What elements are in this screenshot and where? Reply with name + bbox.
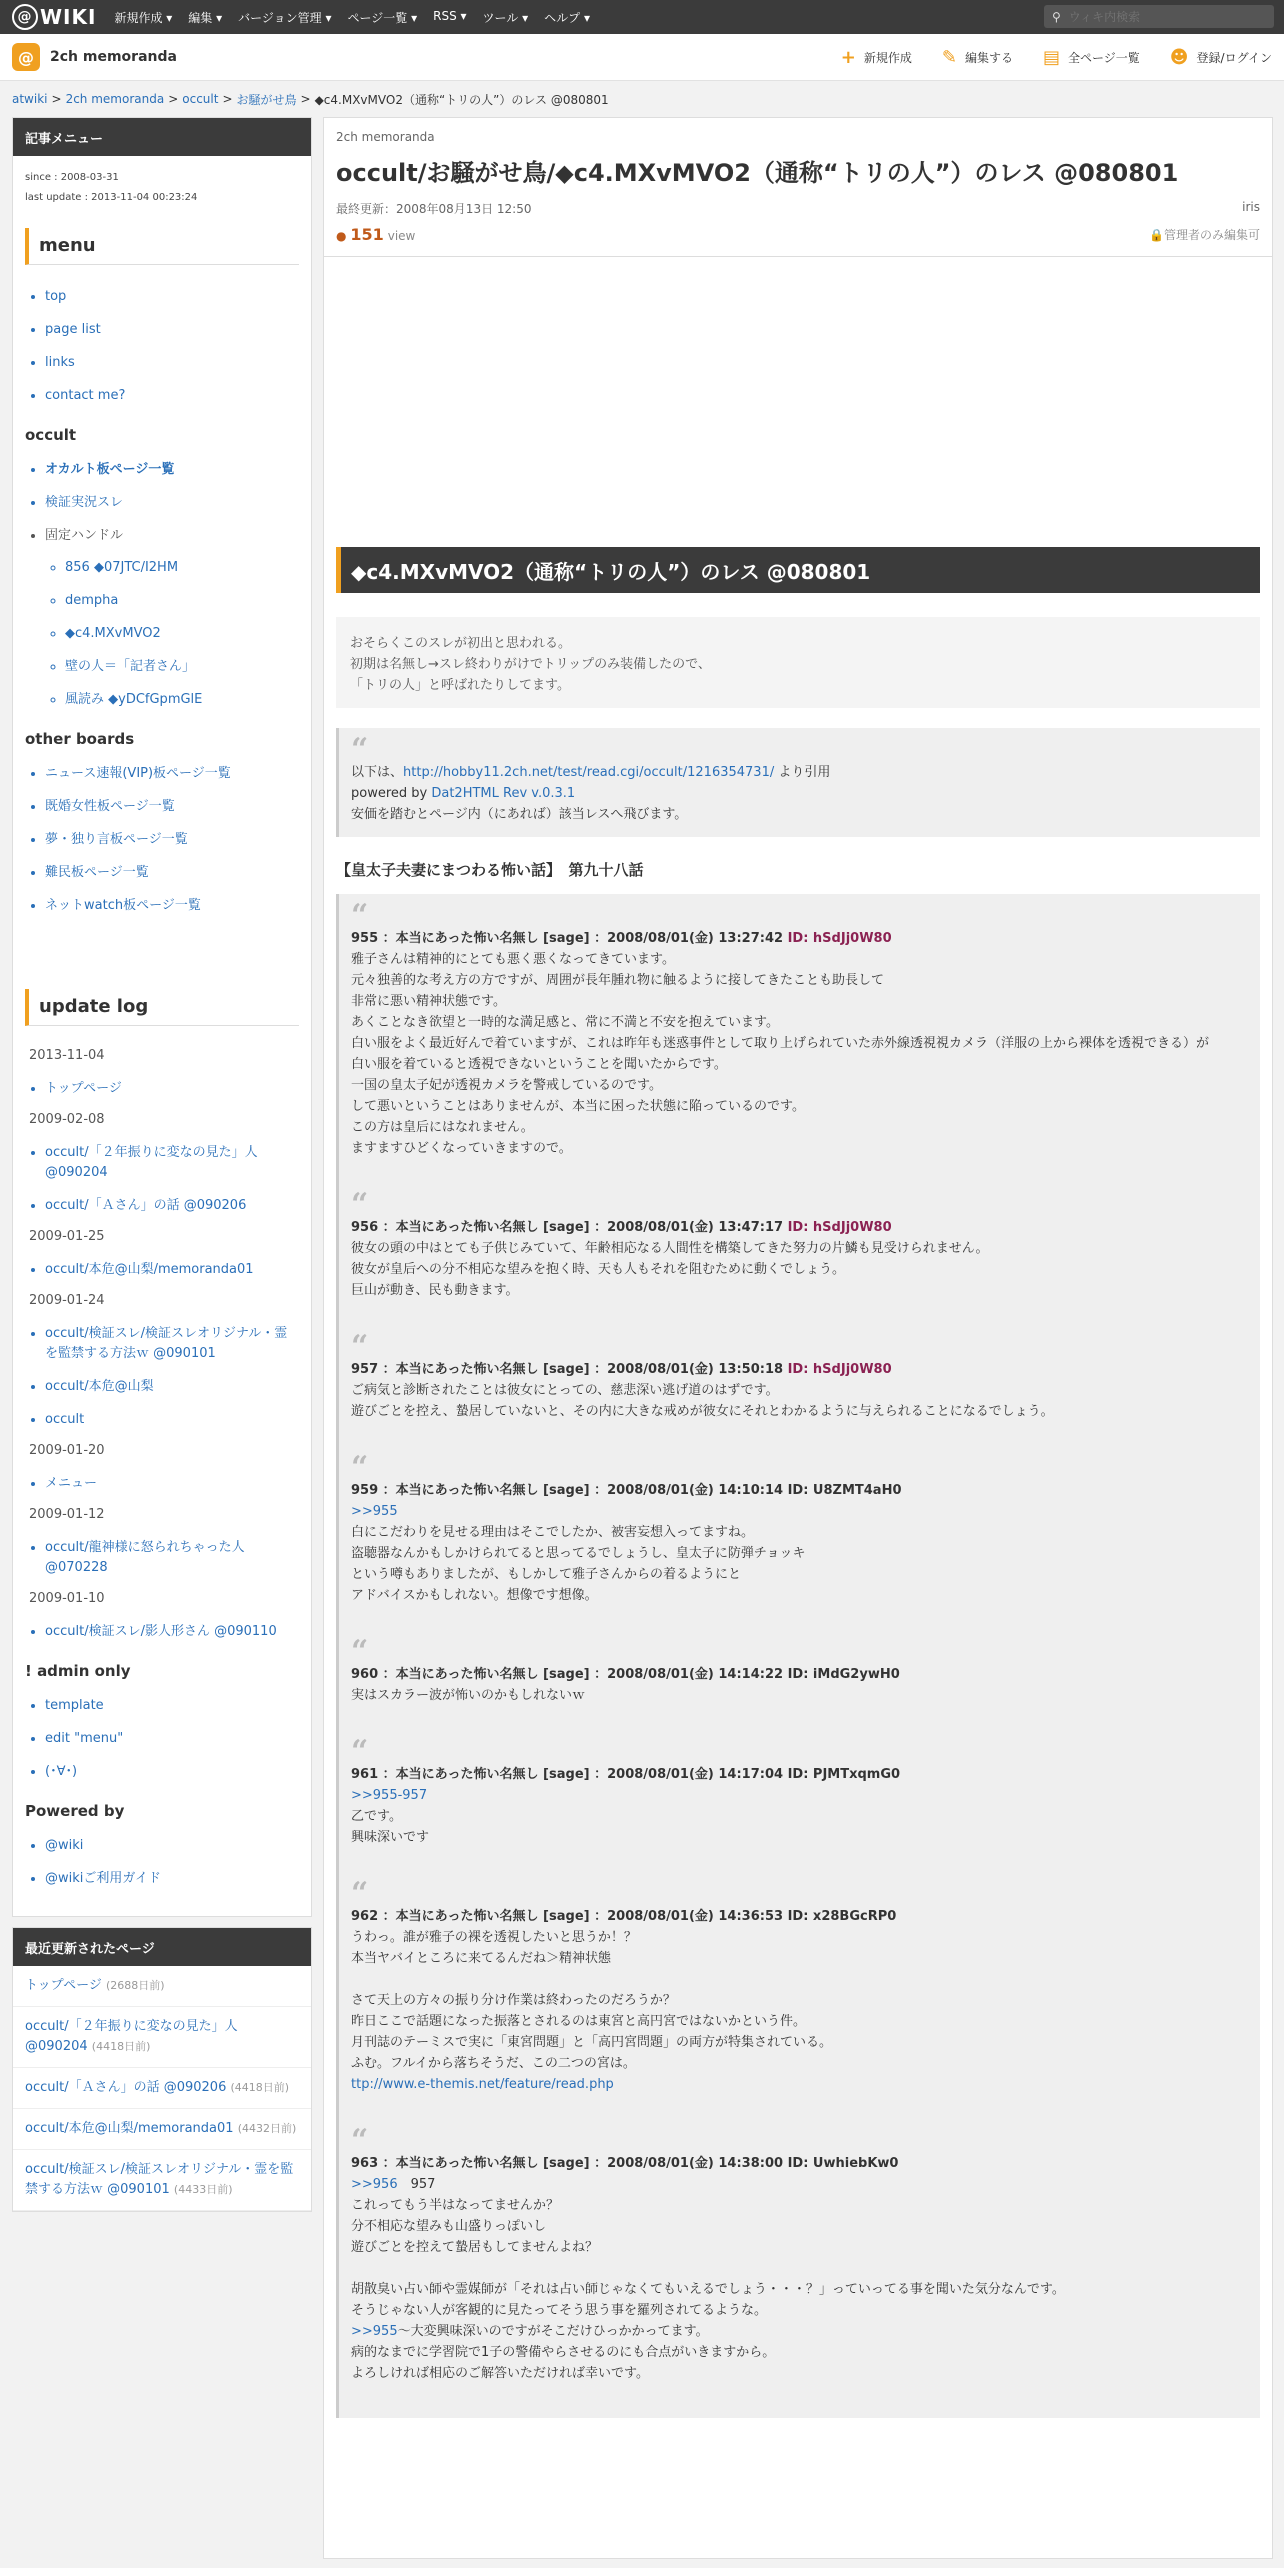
update-date: 2009-01-25 (29, 1229, 105, 1244)
menu-title: menu (25, 228, 299, 265)
update-date: 2009-01-20 (29, 1443, 105, 1458)
update-item[interactable]: • occult/「Ａさん」の話 @090206 (45, 1196, 299, 1216)
update-item[interactable]: • occult/本危@山梨 (45, 1377, 299, 1397)
board-netwatch[interactable]: • ネットwatch板ページ一覧 (45, 896, 299, 916)
update-item[interactable]: • occult/龍神様に怒られちゃった人 @070228 (45, 1538, 299, 1578)
quote-icon: “ (351, 2123, 369, 2158)
view-icon: ● (336, 229, 347, 243)
fixed-handles: • 固定ハンドル ◦ 856 ◆07JTC/I2HM ◦ dempha ◦ ◆c4.MXvMVO2 ◦ 壁の人＝「記者さん」 ◦ 風読み ◆yDCfGpmGlE (45, 526, 299, 710)
dat2html-link[interactable]: Dat2HTML Rev v.0.3.1 (431, 786, 576, 801)
plus-icon: + (840, 46, 856, 68)
lock-icon: 🔒 (1149, 228, 1164, 242)
update-item[interactable]: • occult/検証スレ/影人形さん @090110 (45, 1622, 299, 1642)
thread-subheading: 【皇太子夫妻にまつわる怖い話】 第九十八話 (336, 861, 644, 879)
occult-title: occult (25, 426, 77, 444)
update-item[interactable]: • occult (45, 1410, 299, 1430)
menu-item-top[interactable]: • top (45, 287, 299, 307)
pencil-icon: ✎ (941, 46, 957, 68)
since-date: since : 2008-03-31 (25, 172, 119, 183)
update-item[interactable]: • occult/検証スレ/検証スレオリジナル・霊を監禁する方法ｗ @090101 (45, 1324, 299, 1364)
board-dream[interactable]: • 夢・独り言板ページ一覧 (45, 830, 299, 850)
quote-icon: “ (351, 898, 369, 933)
document-icon: ▤ (1043, 46, 1061, 68)
post-962: “ 962 ：本当にあった怖い名無し [sage] ：2008/08/01(金) 14:36:53 ID: x28BGcRP0 うわっ。誰が雅子の裸を透視したいと思うか！？ 本当ヤバイところに来てるんだね＞精神状態 さて天上の方々の振り分け作業は終わったのだろうか？ 昨日ここで話題になった振落とされるのは東宮と高円宮ではないかという件。 月刊誌のテーミスで実に「東宮問題」と「高円宮問題」の両方が特集されている。 ふむ。フルイから落ちそうだ、この二つの宮は。 ttp://www.e-themis.net/feature/read.php (351, 1882, 1248, 2129)
menu-version[interactable]: バージョン管理 ▾ (238, 10, 332, 25)
main-site-name: 2ch memoranda (336, 130, 435, 144)
update-date: 2009-02-08 (29, 1112, 105, 1127)
search-icon[interactable]: ⚲ (1052, 9, 1061, 24)
menu-pages[interactable]: ページ一覧 ▾ (347, 10, 418, 25)
external-url-link[interactable]: ttp://www.e-themis.net/feature/read.php (351, 2077, 614, 2092)
menu-item-links[interactable]: • links (45, 353, 299, 373)
breadcrumb-occult[interactable]: occult (182, 92, 219, 106)
view-counter: ● 151 view (336, 225, 416, 244)
powered-title: Powered by (25, 1802, 125, 1820)
powered-atwiki[interactable]: • @wiki (45, 1836, 299, 1856)
powered-guide[interactable]: • @wikiご利用ガイド (45, 1869, 299, 1889)
login-link[interactable]: ☻ 登録/ログイン (1169, 46, 1272, 68)
section-heading: ◆c4.MXvMVO2（通称“トリの人”）のレス @080801 (336, 547, 1260, 593)
recent-pages-header: 最近更新されたページ (13, 1928, 311, 1966)
admin-title: ! admin only (25, 1662, 131, 1680)
breadcrumb-current: ◆c4.MXvMVO2（通称“トリの人”）のレス @080801 (314, 92, 609, 107)
menu-item-page-list[interactable]: • page list (45, 320, 299, 340)
handle-c4[interactable]: ◦ ◆c4.MXvMVO2 (65, 624, 299, 644)
board-refugee[interactable]: • 難民板ページ一覧 (45, 863, 299, 883)
main-content (323, 117, 1273, 2559)
board-married[interactable]: • 既婚女性板ページ一覧 (45, 797, 299, 817)
atwiki-logo[interactable]: @ WIKI (12, 4, 96, 30)
breadcrumb-atwiki[interactable]: atwiki (12, 92, 48, 106)
at-icon: @ (12, 4, 38, 30)
post-960: “ 960 ：本当にあった怖い名無し [sage] ：2008/08/01(金) 14:14:22 ID: iMdG2ywH0 実はスカラー波が怖いのかもしれないｗ (351, 1640, 1248, 1740)
recent-pages (12, 1927, 312, 2212)
menu-new[interactable]: 新規作成 ▾ (114, 10, 173, 25)
admin-template[interactable]: • template (45, 1696, 299, 1716)
quote-icon: “ (351, 1734, 369, 1769)
handle-wind[interactable]: ◦ 風読み ◆yDCfGpmGlE (65, 690, 299, 710)
breadcrumb-bird[interactable]: お騒がせ鳥 (236, 92, 297, 107)
verification-thread[interactable]: • 検証実況スレ (45, 493, 299, 513)
intro-box: おそらくこのスレが初出と思われる。 初期は名無し→スレ終わりがけでトリップのみ装備したので、 「トリの人」と呼ばれたりしてます。 (336, 617, 1260, 708)
anchor-link[interactable]: >>955 (351, 2324, 398, 2339)
quote-icon: “ (351, 1634, 369, 1669)
update-item[interactable]: • メニュー (45, 1474, 299, 1494)
ad-space (324, 256, 1272, 547)
recent-item[interactable]: occult/「Ａさん」の話 @090206 (4418日前) (13, 2068, 311, 2109)
breadcrumb: atwiki > 2ch memoranda > occult > お騒がせ鳥 > ◆c4.MXvMVO2（通称“トリの人”）のレス @080801 (12, 92, 609, 107)
top-menu (106, 9, 598, 26)
update-date: 2009-01-12 (29, 1507, 105, 1522)
sidebar (12, 117, 312, 2222)
menu-edit[interactable]: 編集 ▾ (188, 10, 223, 25)
handle-856[interactable]: ◦ 856 ◆07JTC/I2HM (65, 558, 299, 578)
post-955: “ 955 ：本当にあった怖い名無し [sage] ：2008/08/01(金) 13:27:42 ID: hSdJj0W80 雅子さんは精神的にとても悪く悪くなってきています。 元々独善的な考え方の方ですが、周囲が長年腫れ物に触るように接してきたことも助長して 非常に悪い精神状態です。 あくことなき欲望と一時的な満足感と、常に不満と不安を抱えています。 白い服をよく最近好んで着ていますが、これは昨年も迷惑事件として取り上げられていた赤外線透視視カメラ（洋服の上から裸体を透視できる）が 白い服を着ていると透視できないということを聞いたからです。 一国の皇太子妃が透視カメラを警戒しているのです。 して悪いということはありませんが、本当に困った状態に陥っているのです。 この方は皇后にはなれません。 ますますひどくなっていきますので。 (351, 904, 1248, 1193)
all-pages-link[interactable]: ▤ 全ページ一覧 (1043, 46, 1140, 68)
site-icon[interactable]: @ (12, 43, 40, 71)
quote-icon: “ (351, 732, 369, 767)
menu-item-contact[interactable]: • contact me? (45, 386, 299, 406)
user-add-icon: ☻ (1169, 46, 1189, 68)
recent-item[interactable]: トップページ (2688日前) (13, 1966, 311, 2007)
anchor-link[interactable]: >>955 (351, 1504, 398, 1519)
source-quote: “ 以下は、http://hobby11.2ch.net/test/read.cgi/occult/1216354731/ より引用 powered by Dat2HTML Rev v.0.3.1 安価を踏むとページ内（にあれば）該当レスへ飛びます。 (336, 728, 1260, 837)
admin-face[interactable]: • (･∀･) (45, 1762, 299, 1782)
update-item[interactable]: • トップページ (45, 1079, 299, 1099)
post-963: “ 963 ：本当にあった怖い名無し [sage] ：2008/08/01(金) 14:38:00 ID: UwhiebKw0 >>956 957 これってもう半はなってませんか？ 分不相応な望みも山盛りっぽいし 遊びごとを控えて蟄居もしてませんよね？ 胡散臭い占い師や霊媒師が「それは占い師じゃなくてもいえるでしょう・・・？」っていってる事を聞いた気分なんです。 そうじゃない人が客観的に見たってそう思う事を羅列されてるような。 >>955〜大変興味深いのですがそこだけひっかかってます。 病的なまでに学習院で1子の警備やらさせるのにも合点がいきますから。 よろしければ相応のご解答いただければ幸いです。 (351, 2129, 1248, 2418)
admin-edit-menu[interactable]: • edit "menu" (45, 1729, 299, 1749)
page-title: occult/お騒がせ鳥/◆c4.MXvMVO2（通称“トリの人”）のレス @080801 (336, 159, 1179, 187)
quote-icon: “ (351, 1876, 369, 1911)
header-links (841, 34, 1272, 80)
author[interactable]: iris (1242, 200, 1260, 214)
update-date: 2009-01-24 (29, 1293, 105, 1308)
recent-item[interactable]: occult/検証スレ/検証スレオリジナル・霊を監禁する方法ｗ @090101 (4433日前) (13, 2150, 311, 2211)
occult-page-list[interactable]: • オカルト板ページ一覧 (45, 460, 299, 480)
site-name[interactable]: 2ch memoranda (50, 49, 177, 65)
update-item[interactable]: • occult/「２年振りに変なの見た」人 @090204 (45, 1143, 299, 1183)
other-boards-title: other boards (25, 730, 135, 748)
admin-edit-only: 🔒管理者のみ編集可 (1149, 228, 1260, 242)
site-header (0, 34, 1284, 81)
update-log-title: update log (25, 989, 299, 1026)
quote-icon: “ (351, 1329, 369, 1364)
menu-rss[interactable]: RSS ▾ (433, 8, 467, 23)
article-menu (12, 117, 312, 1917)
article-menu-header: 記事メニュー (13, 118, 311, 156)
breadcrumb-site[interactable]: 2ch memoranda (65, 92, 165, 106)
menu-help[interactable]: ヘルプ ▾ (544, 10, 590, 25)
top-bar (0, 0, 1284, 34)
post-956: “ 956 ：本当にあった怖い名無し [sage] ：2008/08/01(金) 13:47:17 ID: hSdJj0W80 彼女の頭の中はとても子供じみていて、年齢相応なる人間性を構築してきた努力の片鱗も見受けられません。 彼女が皇后への分不相応な望みを抱く時、天も人もそれを阻むために動くでしょう。 巨山が動き、民も動きます。 (351, 1193, 1248, 1335)
update-item[interactable]: • occult/本危@山梨/memoranda01 (45, 1260, 299, 1280)
menu-tools[interactable]: ツール ▾ (482, 10, 529, 25)
anchor-link[interactable]: >>956 (351, 2177, 398, 2192)
new-page-link[interactable]: + 新規作成 (840, 46, 912, 68)
update-date: 2009-01-10 (29, 1591, 105, 1606)
search-input[interactable] (1067, 9, 1261, 25)
recent-item[interactable]: occult/本危@山梨/memoranda01 (4432日前) (13, 2109, 311, 2150)
post-959: “ 959 ：本当にあった怖い名無し [sage] ：2008/08/01(金) 14:10:14 ID: U8ZMT4aH0 >>955 白にこだわりを見せる理由はそこでしたか、被害妄想入ってますね。 盗聴器なんかもしかけられてると思ってるでしょうし、皇太子に防弾チョッキ という噂もありましたが、もしかして雅子さんからの着るようにと アドバイスかもしれない。想像です想像。 (351, 1456, 1248, 1640)
search-box (1044, 5, 1274, 28)
post-961: “ 961 ：本当にあった怖い名無し [sage] ：2008/08/01(金) 14:17:04 ID: PJMTxqmG0 >>955-957 乙です。 興味深いです (351, 1740, 1248, 1882)
board-vip[interactable]: • ニュース速報(VIP)板ページ一覧 (45, 764, 299, 784)
quote-icon: “ (351, 1187, 369, 1222)
edit-link[interactable]: ✎ 編集する (941, 46, 1013, 68)
recent-item[interactable]: occult/「２年振りに変なの見た」人 @090204 (4418日前) (13, 2007, 311, 2068)
handle-dempha[interactable]: ◦ dempha (65, 591, 299, 611)
quote-icon: “ (351, 1450, 369, 1485)
last-update-date: last update : 2013-11-04 00:23:24 (25, 192, 198, 203)
update-date: 2013-11-04 (29, 1048, 105, 1063)
handle-wall[interactable]: ◦ 壁の人＝「記者さん」 (65, 657, 299, 677)
last-modified: 最終更新：2008年08月13日 12:50 (336, 202, 532, 216)
post-957: “ 957 ：本当にあった怖い名無し [sage] ：2008/08/01(金) 13:50:18 ID: hSdJj0W80 ご病気と診断されたことは彼女にとっての、慈悲深い逃げ道のはずです。 遊びごとを控え、蟄居していないと、その内に大きな戒めが彼女にそれとわかるように与えられることになるでしょう。 (351, 1335, 1248, 1456)
anchor-link[interactable]: >>955-957 (351, 1788, 428, 1803)
source-url-link[interactable]: http://hobby11.2ch.net/test/read.cgi/occult/1216354731/ (403, 765, 775, 780)
posts-list (336, 894, 1260, 2418)
